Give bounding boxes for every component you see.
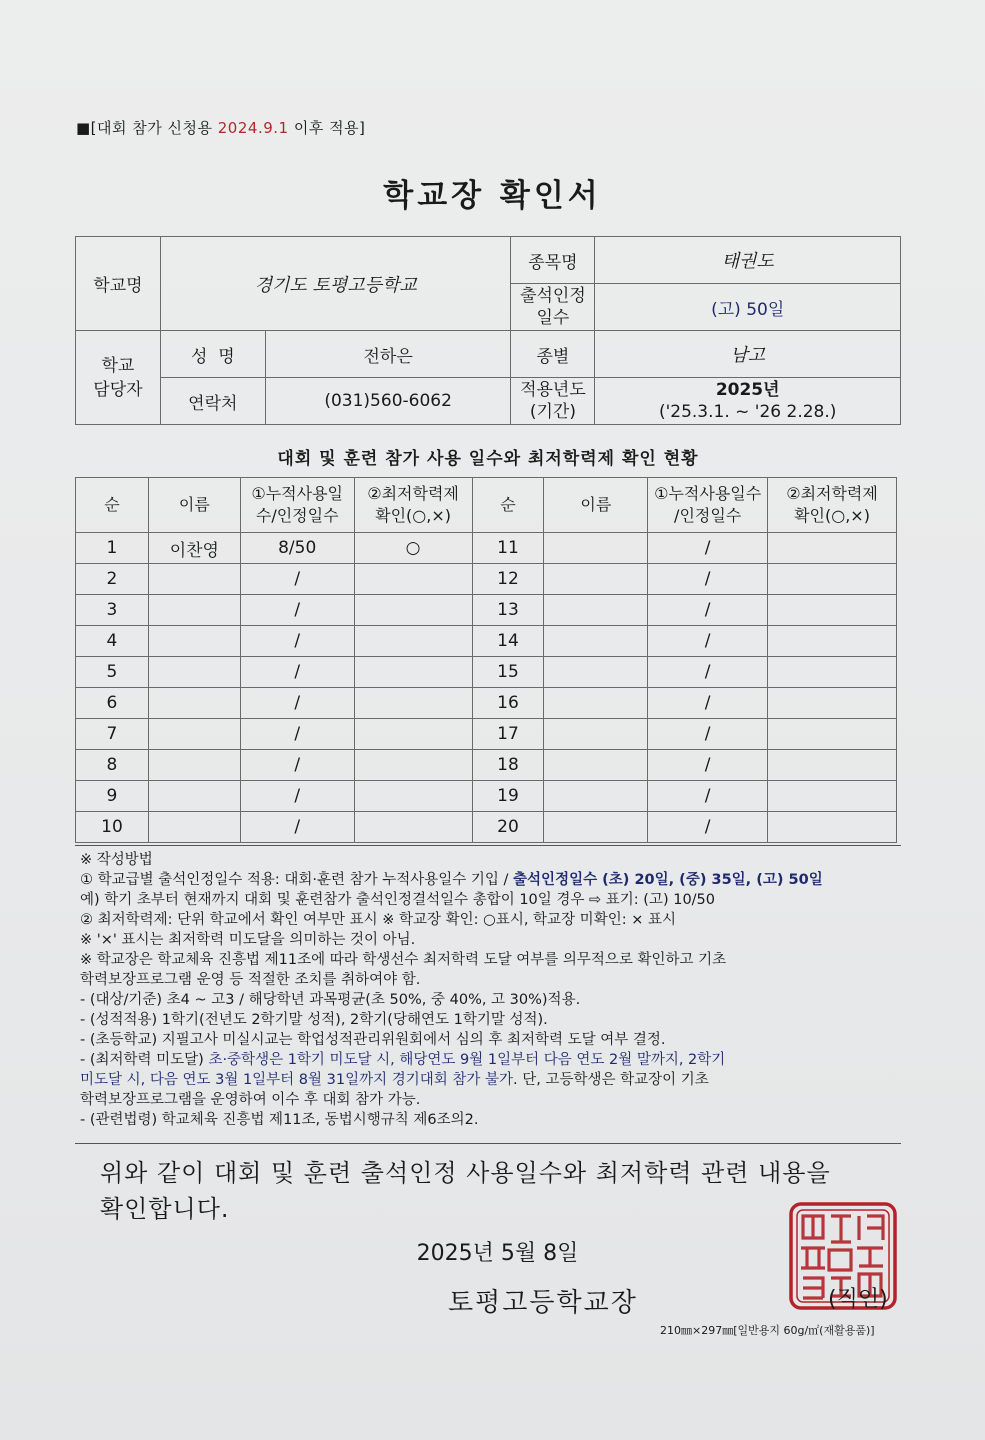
table-cell [768, 719, 897, 750]
confirm-line-1: 위와 같이 대회 및 훈련 출석인정 사용일수와 최저학력 관련 내용을 [100, 1159, 831, 1187]
table-cell: 2 [76, 564, 149, 595]
column-header: 순 [472, 478, 544, 533]
table-cell [544, 533, 648, 564]
name-label: 성 명 [160, 331, 265, 378]
table-cell [148, 595, 240, 626]
note-line: 학력보장프로그램을 운영하여 이수 후 대회 참가 가능. [80, 1092, 421, 1108]
table-row [76, 657, 897, 688]
table-cell: 20 [472, 812, 544, 843]
table-cell: 18 [472, 750, 544, 781]
table-cell [354, 781, 472, 812]
table-row [76, 533, 897, 564]
note-line: ※ '×' 표시는 최저학력 미도달을 의미하는 것이 아님. [80, 932, 416, 948]
table-cell [148, 750, 240, 781]
note-line: - (성적적용) 1학기(전년도 2학기말 성적), 2학기(당해연도 1학기말 성적). [80, 1012, 548, 1028]
column-header: ②최저학력제 확인(○,×) [354, 478, 472, 533]
table-cell [148, 781, 240, 812]
table-cell [768, 812, 897, 843]
table-cell [354, 657, 472, 688]
year-label: 적용년도 (기간) [511, 378, 595, 425]
table-cell: 8 [76, 750, 149, 781]
table-cell [544, 719, 648, 750]
top-note-suffix: 이후 적용] [288, 119, 366, 137]
table-cell: 4 [76, 626, 149, 657]
table-cell [148, 688, 240, 719]
table-cell: 1 [76, 533, 149, 564]
table-row [76, 719, 897, 750]
top-note-prefix: ■[대회 참가 신청용 [76, 119, 218, 137]
manager-label: 학교 담당자 [76, 331, 161, 425]
top-note [76, 117, 365, 138]
info-table [75, 236, 901, 425]
principal-title: 토평고등학교장 [448, 1288, 638, 1318]
table-cell: / [648, 533, 768, 564]
note-line-10b: 초·중학생은 1학기 미도달 시, 해당연도 9월 1일부터 다음 연도 2월 말까지, 2학기 [208, 1052, 726, 1068]
table-cell [544, 812, 648, 843]
gender-value: 남고 [595, 331, 901, 378]
table-cell: ○ [354, 533, 472, 564]
table-cell: / [648, 657, 768, 688]
table-cell: / [240, 719, 354, 750]
column-header: 순 [76, 478, 149, 533]
table-cell: 8/50 [240, 533, 354, 564]
table-cell [544, 688, 648, 719]
school-label: 학교명 [76, 237, 161, 331]
table-cell: 5 [76, 657, 149, 688]
table-cell [768, 781, 897, 812]
divider [75, 1143, 901, 1144]
table-cell: 3 [76, 595, 149, 626]
table-cell [768, 657, 897, 688]
table-cell: 10 [76, 812, 149, 843]
table-cell: 17 [472, 719, 544, 750]
column-header: ①누적사용일 수/인정일수 [240, 478, 354, 533]
table-cell: / [648, 750, 768, 781]
note-line-1a: ① 학교급별 출석인정일수 적용: 대회·훈련 참가 누적사용일수 기입 / [80, 872, 514, 888]
notes-heading: ※ 작성방법 [80, 852, 153, 868]
table-cell: 6 [76, 688, 149, 719]
table-cell [768, 688, 897, 719]
confirm-statement [100, 1155, 831, 1227]
sport-value: 태권도 [595, 237, 901, 284]
table-cell: / [240, 564, 354, 595]
table-cell [354, 595, 472, 626]
document-title: 학교장 확인서 [383, 178, 602, 214]
contact-label: 연락처 [160, 378, 265, 425]
table-row [76, 626, 897, 657]
table-cell [544, 781, 648, 812]
column-header: ②최저학력제 확인(○,×) [768, 478, 897, 533]
note-line-11a: 미도달 시, 다음 연도 3월 1일부터 8월 31일까지 경기대회 참가 불가 [80, 1072, 513, 1088]
column-header: ①누적사용일수 /인정일수 [648, 478, 768, 533]
table-row [76, 595, 897, 626]
contact-value: (031)560-6062 [265, 378, 511, 425]
period-value: ('25.3.1. ~ '26 2.28.) [658, 402, 837, 422]
table-cell [768, 750, 897, 781]
table-cell [354, 688, 472, 719]
note-line [80, 870, 900, 890]
days-label: 출석인정 일수 [511, 284, 595, 331]
table-cell [354, 719, 472, 750]
year-cell [595, 378, 901, 425]
table-row [76, 781, 897, 812]
note-line-1b: 출석인정일수 (초) 20일, (중) 35일, (고) 50일 [513, 872, 823, 888]
table-cell [148, 719, 240, 750]
note-line [80, 1050, 900, 1070]
table-cell: 7 [76, 719, 149, 750]
table-cell: / [240, 750, 354, 781]
note-line: 학력보장프로그램 운영 등 적절한 조치를 취하여야 함. [80, 972, 421, 988]
table-cell: 11 [472, 533, 544, 564]
table-cell: 15 [472, 657, 544, 688]
status-table [75, 477, 897, 843]
table-cell: 19 [472, 781, 544, 812]
table-cell [354, 750, 472, 781]
table-cell [354, 626, 472, 657]
year-value: 2025년 [715, 380, 780, 400]
note-line: - (관련법령) 학교체육 진흥법 제11조, 동법시행규칙 제6조의2. [80, 1112, 479, 1128]
table-cell [544, 626, 648, 657]
school-value: 경기도 토평고등학교 [160, 237, 511, 331]
table-cell [768, 626, 897, 657]
table-cell: / [648, 719, 768, 750]
note-line: - (대상/기준) 초4 ~ 고3 / 해당학년 과목평균(초 50%, 중 40%, 고 30%)적용. [80, 992, 581, 1008]
table-cell [544, 564, 648, 595]
table-cell: / [240, 688, 354, 719]
table-cell: / [240, 595, 354, 626]
top-note-date: 2024.9.1 [217, 119, 289, 137]
table-cell [768, 564, 897, 595]
table-cell: / [648, 781, 768, 812]
notes-section [80, 850, 900, 1130]
table-cell [148, 812, 240, 843]
table-cell [768, 533, 897, 564]
divider [75, 845, 901, 846]
issue-date: 2025년 5월 8일 [416, 1241, 579, 1266]
sport-label: 종목명 [511, 237, 595, 284]
table-cell: 9 [76, 781, 149, 812]
table-cell: 14 [472, 626, 544, 657]
table-cell: / [648, 688, 768, 719]
name-value: 전하은 [265, 331, 511, 378]
note-line-11b: . 단, 고등학생은 학교장이 기초 [513, 1072, 709, 1088]
table-cell: / [648, 564, 768, 595]
table-title: 대회 및 훈련 참가 사용 일수와 최저학력제 확인 현황 [277, 449, 699, 469]
confirm-line-2: 확인합니다. [100, 1195, 230, 1223]
table-cell [544, 657, 648, 688]
table-cell [148, 657, 240, 688]
table-cell [354, 812, 472, 843]
table-cell: 16 [472, 688, 544, 719]
table-cell [768, 595, 897, 626]
note-line: ※ 학교장은 학교체육 진흥법 제11조에 따라 학생선수 최저학력 도달 여부를 의무적으로 확인하고 기초 [80, 952, 727, 968]
table-cell [354, 564, 472, 595]
note-line: - (초등학교) 지필고사 미실시교는 학업성적관리위원회에서 심의 후 최저학력 도달 여부 결정. [80, 1032, 666, 1048]
note-line: ② 최저학력제: 단위 학교에서 확인 여부만 표시 ※ 학교장 확인: ○표시, 학교장 미확인: × 표시 [80, 912, 676, 928]
table-cell: 12 [472, 564, 544, 595]
days-value: (고) 50일 [595, 284, 901, 331]
table-row [76, 564, 897, 595]
table-cell: 13 [472, 595, 544, 626]
column-header: 이름 [544, 478, 648, 533]
table-cell [544, 595, 648, 626]
note-line-10a: - (최저학력 미도달) [80, 1052, 209, 1068]
gender-label: 종별 [511, 331, 595, 378]
table-cell: / [240, 781, 354, 812]
table-cell [544, 750, 648, 781]
table-cell: / [648, 626, 768, 657]
table-row [76, 688, 897, 719]
table-cell: / [648, 812, 768, 843]
note-line [80, 1070, 900, 1090]
table-cell [148, 564, 240, 595]
table-cell: / [240, 657, 354, 688]
table-row [76, 750, 897, 781]
column-header: 이름 [148, 478, 240, 533]
table-cell: 이찬영 [148, 533, 240, 564]
paper-spec: 210㎜×297㎜[일반용지 60g/㎡(재활용품)] [660, 1324, 875, 1337]
seal-label: (직인) [828, 1287, 888, 1312]
note-line: 예) 학기 초부터 현재까지 대회 및 훈련참가 출석인정결석일수 총합이 10일 경우 ⇨ 표기: (고) 10/50 [80, 892, 716, 908]
table-cell: / [240, 626, 354, 657]
table-row [76, 812, 897, 843]
table-cell: / [240, 812, 354, 843]
table-cell: / [648, 595, 768, 626]
table-cell [148, 626, 240, 657]
